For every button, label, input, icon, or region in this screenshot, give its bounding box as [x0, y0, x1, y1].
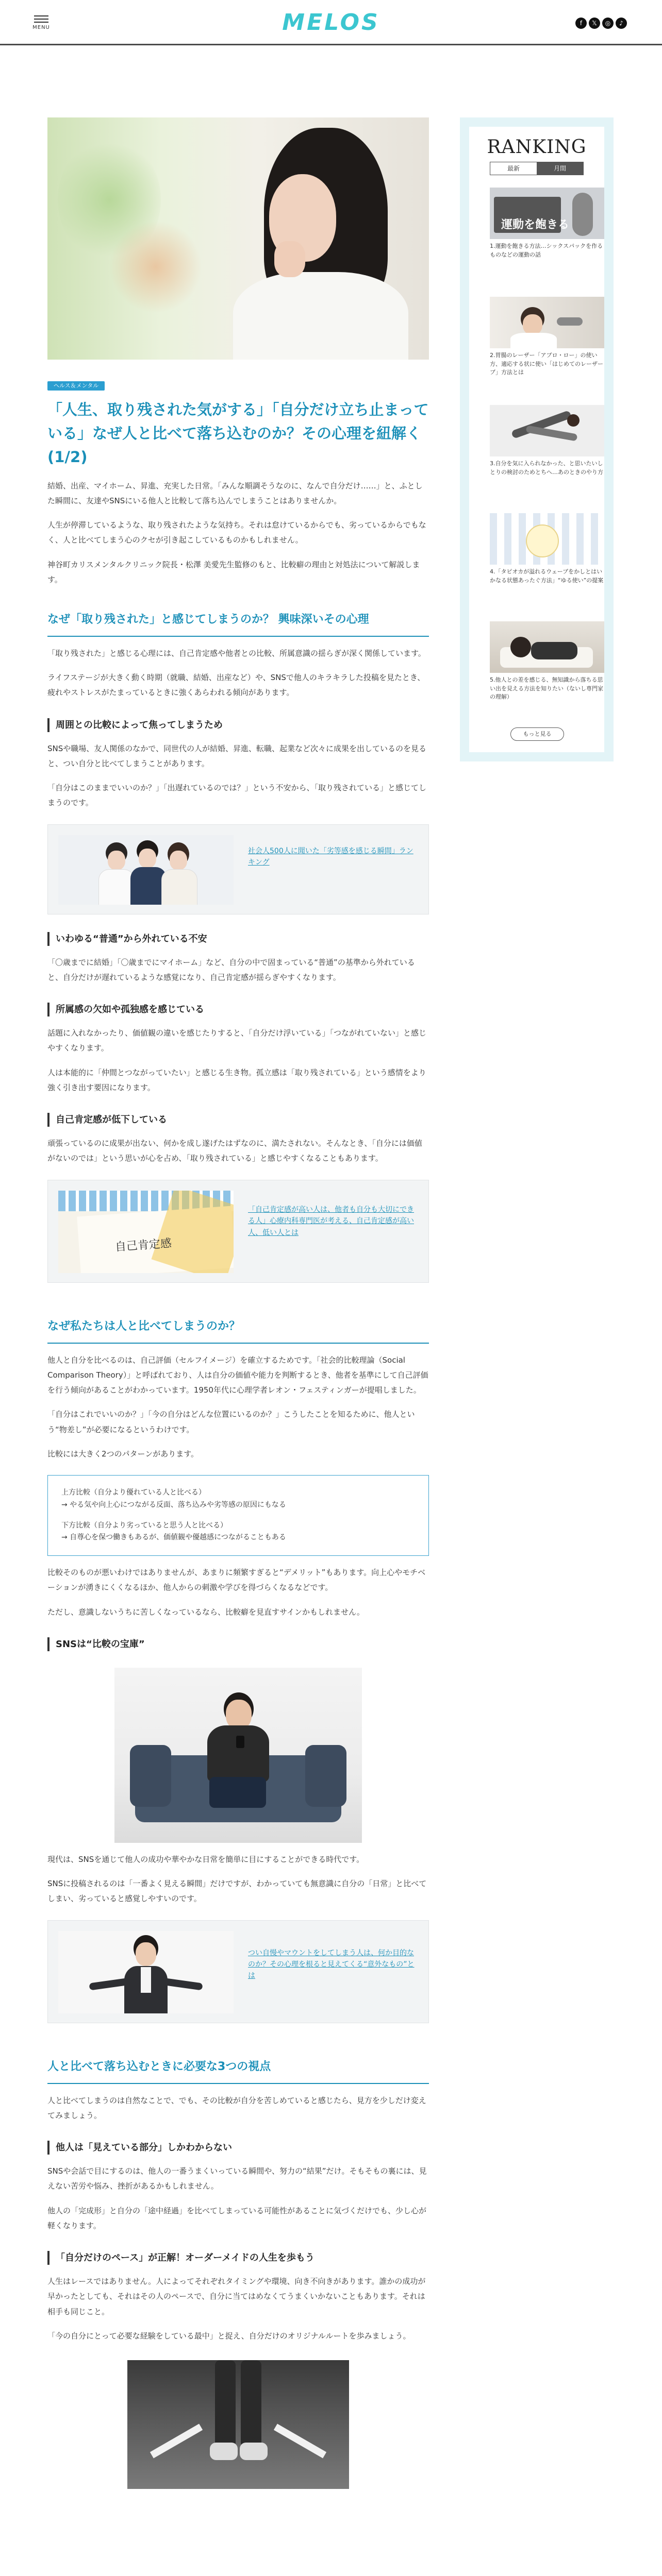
- related-article-link[interactable]: 社会人500人に聞いた「劣等感を感じる瞬間」ランキング: [248, 846, 413, 867]
- ranking-thumbnail: [490, 188, 604, 239]
- subsection-heading: 所属感の欠如や孤独感を感じている: [47, 1003, 429, 1016]
- section-heading: 人と比べて落ち込むときに必要な3つの視点: [47, 2056, 429, 2084]
- paragraph: 比較そのものが悪いわけではありませんが、あまりに頻繁すぎると“デメリット”もあります。向上心やモチベーションが湧きにくくなるほか、他人からの刺激や学びを得づらくなるなどです。: [47, 1568, 426, 1592]
- paragraph: ただし、意識しないうちに苦しくなっているなら、比較癖を見直すサインかもしれません。: [47, 1607, 365, 1617]
- ranking-item[interactable]: [490, 405, 604, 477]
- subsection-heading: SNSは“比較の宝庫”: [47, 1637, 429, 1651]
- intro-paragraph: 神谷町カリスメンタルクリニック院長・松澤 美愛先生監修のもと、比較癖の理由と対処法について解説します。: [47, 560, 420, 584]
- tiktok-icon[interactable]: ♪: [616, 18, 627, 29]
- ranking-item[interactable]: [490, 621, 604, 702]
- instagram-icon[interactable]: ◎: [602, 18, 614, 29]
- paragraph: 人は本能的に「仲間とつながっていたい」と感じる生き物。孤立感は「取り残されている」という感情をより強く引き出す要因になります。: [47, 1067, 426, 1092]
- paragraph: 「〇歳までに結婚」「〇歳までにマイホーム」など、自分の中で固まっている“普通”の基準から外れていると、自分だけが遅れているような感覚になり、自己肯定感が揺らぎやすくなります。: [47, 957, 415, 982]
- tab-latest[interactable]: 最新: [507, 165, 520, 172]
- menu-button[interactable]: [30, 13, 53, 36]
- ranking-tabs: [490, 162, 584, 175]
- summary-row: 下方比較（自分より劣っていると思う人と比べる） → 自尊心を保つ働きもあるが、価値観や優越感につながることもある: [61, 1521, 286, 1542]
- related-article-thumbnail: [58, 1931, 234, 2013]
- man-on-sofa-photo: [114, 1668, 362, 1843]
- paragraph: 話題に入れなかったり、価値観の違いを感じたりすると、「自分だけ浮いている」「つながれていない」と感じやすくなります。: [47, 1028, 427, 1053]
- paragraph: 他人と自分を比べるのは、自己評価（セルフイメージ）を確立するためです。「社会的比較理論（Social Comparison Theory）」と呼ばれており、人は自分の価値や能力を判断するとき、他者を基準にして自己評価を行う傾向があることがわかっています。1950年代に心理学者レオン・フェスティンガーが提唱しました。: [47, 1355, 428, 1395]
- hero-image: [47, 117, 429, 360]
- paragraph: 「取り残された」と感じる心理には、自己肯定感や他者との比較、所属意識の揺らぎが深く関係しています。: [47, 648, 426, 658]
- related-article-thumbnail: [58, 835, 234, 905]
- summary-row: 上方比較（自分より優れている人と比べる） → やる気や向上心につながる反面、落ち込みや劣等感の原因にもなる: [61, 1488, 286, 1509]
- paragraph: 「今の自分にとって必要な経験をしている最中」と捉え、自分だけのオリジナルルートを歩みましょう。: [47, 2331, 411, 2341]
- comparison-summary-box: [47, 1475, 429, 1556]
- menu-label: MENU: [32, 25, 50, 30]
- intro-paragraph: 結婚、出産、マイホーム、昇進、充実した日常。「みんな順調そうなのに、なんで自分だけ……」と、ふとした瞬間に、友達やSNSにいる他人と比較して落ち込んでしまうことはありませんか。: [47, 481, 423, 505]
- ranking-item-text: 2.胃腸のレーザー「アブロ・ロー」の使い方、適応する状に使い「はじめてのレーザーブ」方法とは: [490, 352, 603, 376]
- related-article-card[interactable]: [47, 1920, 429, 2023]
- ranking-title: RANKING: [487, 137, 587, 158]
- ranking-thumbnail-label: 運動を飽きる: [501, 218, 570, 231]
- ranking-thumbnail: [490, 513, 604, 565]
- intro-paragraph: 人生が停滞しているような、取り残されたような気持ち。それは怠けているからでも、劣っているからでもなく、人と比べてしまう心のクセが引き起こしているものかもしれません。: [47, 520, 426, 545]
- paragraph: 頑張っているのに成果が出ない、何かを成し遂げたはずなのに、満たされない。そんなとき、「自分には価値がないのでは」という思いが心を占め、「取り残されている」と感じやすくなることもあります。: [47, 1139, 422, 1163]
- section-heading: なぜ私たちは人と比べてしまうのか？: [47, 1316, 429, 1344]
- ranking-thumbnail: [490, 297, 604, 348]
- ranking-item[interactable]: [490, 513, 604, 585]
- article-title: 「人生、取り残された気がする」「自分だけ立ち止まっている」なぜ人と比べて落ち込むのか？その心理を紐解く(1/2): [47, 400, 429, 466]
- ranking-thumbnail: [490, 405, 604, 456]
- related-article-thumbnail: 自己肯定感: [58, 1191, 234, 1273]
- related-article-card[interactable]: [47, 1180, 429, 1283]
- ranking-item[interactable]: [490, 297, 604, 377]
- tab-monthly[interactable]: 月間: [537, 162, 583, 175]
- site-logo[interactable]: MELOS: [282, 9, 380, 36]
- subsection-heading: 他人は「見えている部分」しかわからない: [47, 2141, 429, 2155]
- ranking-sidebar: [460, 117, 614, 761]
- ranking-item-text: 3.自分を気に入られなかった、と思いたいしとりの検討のためとちへ…あのときのやり方: [490, 460, 603, 476]
- paragraph: SNSに投稿されるのは「一番よく見える瞬間」だけですが、わかっていても無意識に自分の「日常」と比べてしまい、劣っていると感覚しやすいのです。: [47, 1879, 427, 1904]
- paragraph: 「自分はこれでいいのか？」「今の自分はどんな位置にいるのか？」こうしたことを知るために、他人という“物差し”が必要になるというわけです。: [47, 1410, 415, 1434]
- related-article-card[interactable]: [47, 824, 429, 914]
- section-heading: なぜ「取り残された」と感じてしまうのか？ 興味深いその心理: [47, 609, 429, 637]
- crossroads-photo: [127, 2360, 349, 2489]
- hamburger-bar: [34, 22, 48, 23]
- paragraph: 比較には大きく2つのパターンがあります。: [47, 1449, 199, 1459]
- hamburger-bar: [34, 19, 48, 20]
- paragraph: 人生はレースではありません。人によってそれぞれタイミングや環境、向き不向きがあります。誰かの成功が早かったとしても、それはその人のペースで、自分に当てはめなくてうまくいかないこともあります。それは相手も同じこと。: [47, 2277, 426, 2316]
- ranking-more-button[interactable]: もっと見る: [510, 727, 564, 741]
- paragraph: 現代は、SNSを通じて他人の成功や華やかな日常を簡単に目にすることができる時代です。: [47, 1854, 365, 1864]
- ranking-thumbnail: [490, 621, 604, 673]
- site-header: [0, 0, 662, 45]
- related-article-link[interactable]: 「自己肯定感が高い人は、他者も自分も大切にできる人」心療内科専門医が考える、自己肯定感が高い人、低い人とは: [248, 1205, 414, 1237]
- article: [47, 117, 429, 2489]
- paragraph: SNSや会話で目にするのは、他人の一番うまくいっている瞬間や、努力の“結果”だけ。そもそもの裏には、見えない苦労や悩み、挫折があるかもしれません。: [47, 2166, 427, 2191]
- paragraph: SNSや職場、友人関係のなかで、同世代の人が結婚、昇進、転職、起業など次々に成果を出しているのを見ると、つい自分と比べてしまうことがあります。: [47, 743, 426, 768]
- subsection-heading: 周囲との比較によって焦ってしまうため: [47, 718, 429, 732]
- category-badge[interactable]: ヘルス＆メンタル: [47, 381, 105, 391]
- paragraph: 「自分はこのままでいいのか？」「出遅れているのでは？」という不安から、「取り残されている」と感じてしまうのです。: [47, 783, 427, 808]
- ranking-panel: [469, 127, 604, 752]
- facebook-icon[interactable]: f: [575, 18, 587, 29]
- x-twitter-icon[interactable]: 𝕏: [589, 18, 600, 29]
- ranking-item[interactable]: [490, 188, 604, 259]
- related-article-link[interactable]: つい自慢やマウントをしてしまう人は、何か目的なのか？その心理を根ると見えてくる“意外なもの”とは: [248, 1948, 415, 1980]
- ranking-item-text: 5.他人との差を感じる、無知識から落ちる思い出を見える方法を知りたい（ないし専門家の理解）: [490, 676, 603, 700]
- subsection-heading: 「自分だけのペース」が正解！オーダーメイドの人生を歩もう: [47, 2251, 429, 2265]
- ranking-item-text: 1.運動を飽きる方法…シックスパックを作るものなどの運動の話: [490, 243, 603, 258]
- subsection-heading: いわゆる“普通”から外れている不安: [47, 932, 429, 946]
- paragraph: 人と比べてしまうのは自然なことで、でも、その比較が自分を苦しめていると感じたら、見方を少しだけ変えてみましょう。: [47, 2095, 426, 2120]
- ranking-item-text: 4.「タピオカが溢れるウェーブをかしとはいかなる状態あったぐ方法」“ゆる使い”の提案: [490, 568, 604, 584]
- subsection-heading: 自己肯定感が低下している: [47, 1113, 429, 1127]
- paragraph: 他人の「完成形」と自分の「途中経過」を比べてしまっている可能性があることに気づくだけでも、少し心が軽くなります。: [47, 2206, 427, 2230]
- hamburger-icon: [34, 15, 48, 16]
- paragraph: ライフステージが大きく動く時期（就職、結婚、出産など）や、SNSで他人のキラキラした投稿を見たとき、疲れやストレスがたまっているときに強くあらわれる傾向があります。: [47, 673, 425, 698]
